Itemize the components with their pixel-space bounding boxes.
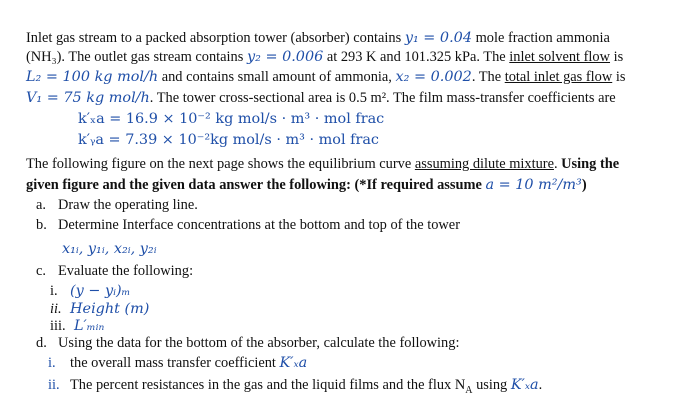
item-d <box>36 334 459 352</box>
text: (NH₃). The outlet gas stream contains <box>26 49 247 65</box>
kx-coefficient <box>78 110 384 128</box>
item-c-i <box>50 282 130 300</box>
item-label: d. <box>36 335 47 351</box>
math-area: a = 10 m²/m³ <box>485 177 582 193</box>
underlined-total-inlet-gas-flow: total inlet gas flow <box>504 69 613 85</box>
para2-line-1 <box>26 155 619 173</box>
math-x2: x₂ = 0.002 <box>395 69 472 85</box>
math-y2: y₂ = 0.006 <box>246 49 324 65</box>
underlined-dilute-mixture: assuming dilute mixture <box>414 156 554 172</box>
item-label: ii. <box>50 301 62 317</box>
para1-line-3 <box>26 68 625 86</box>
item-b-variables <box>62 240 157 258</box>
item-label: c. <box>36 263 46 279</box>
math-y1: y₁ = 0.04 <box>404 30 472 46</box>
item-text: the overall mass transfer coefficient <box>70 355 280 371</box>
text: . The <box>471 69 505 85</box>
item-d-ii <box>48 376 542 400</box>
item-c <box>36 262 193 280</box>
item-label: a. <box>36 197 46 213</box>
math-L2: L₂ = 100 kg mol/h <box>26 69 159 85</box>
item-label: b. <box>36 217 47 233</box>
text: ) <box>581 177 587 193</box>
text: is <box>610 49 624 65</box>
text: (*If required assume <box>350 177 486 193</box>
text: and contains small amount of ammonia, <box>158 69 396 85</box>
text: The following figure on the next page shows the equilibrium curve <box>26 156 415 172</box>
underlined-inlet-solvent-flow: inlet solvent flow <box>509 49 611 65</box>
para1-line-4 <box>26 89 616 107</box>
item-label: i. <box>48 355 56 371</box>
item-label: ii. <box>48 377 60 393</box>
text: Inlet gas stream to a packed absorption tower (absorber) contains <box>26 30 405 46</box>
subscript-A: A <box>465 384 473 396</box>
item-c-iii <box>50 317 104 335</box>
math-Kx-a: K′ₓa <box>279 355 308 371</box>
item-text: Using the data for the bottom of the absorber, calculate the following: <box>58 335 460 351</box>
para2-line-2 <box>26 176 587 194</box>
ky-coefficient <box>78 131 379 149</box>
math-log-mean: (y − yᵢ)ₘ <box>70 283 131 299</box>
math-V1: V₁ = 75 kg mol/h <box>26 90 150 106</box>
math-interface-vars: x₁ᵢ, y₁ᵢ, x₂ᵢ, y₂ᵢ <box>62 241 157 257</box>
item-text: Determine Interface concentrations at the bottom and top of the tower <box>58 217 460 233</box>
item-label: iii. <box>50 318 66 334</box>
item-text: Draw the operating line. <box>58 197 198 213</box>
math-Kx-a: K′ₓa <box>510 377 539 393</box>
item-b <box>36 216 460 234</box>
math-kx-a: k′ₓa = 16.9 × 10⁻² kg mol/s · m³ · mol frac <box>78 111 385 127</box>
item-label: i. <box>50 283 58 299</box>
para1-line-1 <box>26 29 610 47</box>
text: . <box>553 156 562 172</box>
item-text: Evaluate the following: <box>58 263 194 279</box>
item-text: using <box>472 377 511 393</box>
bold-text: given figure and the given data answer the following: <box>26 177 351 193</box>
bold-text: Using the <box>561 156 620 172</box>
math-ky-a: k′ᵧa = 7.39 × 10⁻²kg mol/s · m³ · mol frac <box>78 132 379 148</box>
item-c-ii <box>50 300 149 318</box>
para1-line-2 <box>26 48 623 66</box>
item-a <box>36 196 198 214</box>
text: mole fraction ammonia <box>471 30 610 46</box>
text: . The tower cross-sectional area is 0.5 m². The film mass-transfer coefficients are <box>149 90 616 106</box>
text: at 293 K and 101.325 kPa. The <box>323 49 510 65</box>
math-L-min: L′ₘᵢₙ <box>74 318 105 334</box>
item-d-i <box>48 354 307 372</box>
item-text: The percent resistances in the gas and the liquid films and the flux N <box>70 377 466 393</box>
item-text: . <box>538 377 543 393</box>
text: is <box>612 69 626 85</box>
math-height: Height (m) <box>70 301 150 317</box>
